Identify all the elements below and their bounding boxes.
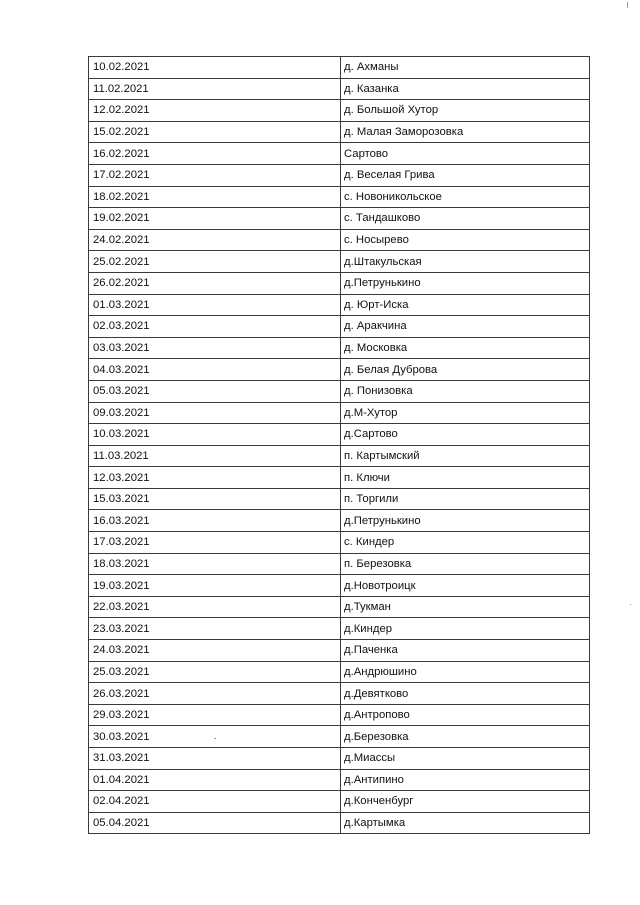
place-cell: д. Аракчина	[341, 316, 590, 338]
table-row	[89, 748, 590, 770]
place-cell: Сартово	[341, 143, 590, 165]
place-cell: д.Паченка	[341, 640, 590, 662]
table-row	[89, 272, 590, 294]
place-cell: п. Ключи	[341, 467, 590, 489]
date-cell: 31.03.2021	[89, 748, 341, 770]
date-cell: 30.03.2021	[89, 726, 341, 748]
table-row	[89, 488, 590, 510]
place-cell: с. Тандашково	[341, 208, 590, 230]
table-row	[89, 769, 590, 791]
date-cell: 11.03.2021	[89, 445, 341, 467]
table-row	[89, 78, 590, 100]
place-cell: д. Юрт-Иска	[341, 294, 590, 316]
place-cell: д.Березовка	[341, 726, 590, 748]
table-row	[89, 402, 590, 424]
date-cell: 26.03.2021	[89, 683, 341, 705]
place-cell: с. Киндер	[341, 532, 590, 554]
table-row	[89, 294, 590, 316]
table-row	[89, 791, 590, 813]
place-cell: д. Московка	[341, 337, 590, 359]
date-cell: 16.03.2021	[89, 510, 341, 532]
place-cell: д.Антропово	[341, 704, 590, 726]
date-cell: 02.03.2021	[89, 316, 341, 338]
table-row	[89, 316, 590, 338]
place-cell: д. Белая Дуброва	[341, 359, 590, 381]
date-cell: 18.03.2021	[89, 553, 341, 575]
table-row	[89, 424, 590, 446]
place-cell: п. Торгили	[341, 488, 590, 510]
date-cell: 01.04.2021	[89, 769, 341, 791]
place-cell: д.Картымка	[341, 812, 590, 834]
date-cell: 24.03.2021	[89, 640, 341, 662]
place-cell: д.Петрунькино	[341, 272, 590, 294]
table-row	[89, 596, 590, 618]
date-cell: 03.03.2021	[89, 337, 341, 359]
table-row	[89, 251, 590, 273]
date-cell: 05.03.2021	[89, 380, 341, 402]
place-cell: д.Андрюшино	[341, 661, 590, 683]
date-cell: 05.04.2021	[89, 812, 341, 834]
scan-speck-right-edge	[630, 604, 631, 605]
table-row	[89, 553, 590, 575]
table-row	[89, 143, 590, 165]
place-cell: с. Носырево	[341, 229, 590, 251]
place-cell: д.Сартово	[341, 424, 590, 446]
table-row	[89, 164, 590, 186]
table-row	[89, 575, 590, 597]
place-cell: д.Петрунькино	[341, 510, 590, 532]
date-cell: 19.02.2021	[89, 208, 341, 230]
date-cell: 18.02.2021	[89, 186, 341, 208]
place-cell: д.Тукман	[341, 596, 590, 618]
place-cell: д. Малая Заморозовка	[341, 121, 590, 143]
table-row	[89, 640, 590, 662]
table-row	[89, 208, 590, 230]
place-cell: с. Новоникольское	[341, 186, 590, 208]
date-cell: 22.03.2021	[89, 596, 341, 618]
place-cell: д.Конченбург	[341, 791, 590, 813]
place-cell: д. Ахманы	[341, 57, 590, 79]
table-row	[89, 726, 590, 748]
date-cell: 29.03.2021	[89, 704, 341, 726]
place-cell: п. Березовка	[341, 553, 590, 575]
table-row	[89, 380, 590, 402]
date-cell: 02.04.2021	[89, 791, 341, 813]
date-cell: 10.02.2021	[89, 57, 341, 79]
date-cell: 04.03.2021	[89, 359, 341, 381]
table-row	[89, 229, 590, 251]
date-cell: 11.02.2021	[89, 78, 341, 100]
place-cell: д.М-Хутор	[341, 402, 590, 424]
date-cell: 12.02.2021	[89, 100, 341, 122]
table-row	[89, 445, 590, 467]
date-cell: 01.03.2021	[89, 294, 341, 316]
table-row	[89, 704, 590, 726]
date-cell: 25.02.2021	[89, 251, 341, 273]
date-cell: 25.03.2021	[89, 661, 341, 683]
date-cell: 12.03.2021	[89, 467, 341, 489]
place-cell: д.Миассы	[341, 748, 590, 770]
table-row	[89, 683, 590, 705]
place-cell: д.Штакульская	[341, 251, 590, 273]
table-row	[89, 467, 590, 489]
date-cell: 16.02.2021	[89, 143, 341, 165]
place-cell: д. Веселая Грива	[341, 164, 590, 186]
table-row	[89, 186, 590, 208]
table-row	[89, 812, 590, 834]
schedule-table-body	[89, 57, 590, 834]
table-row	[89, 510, 590, 532]
place-cell: д.Антипино	[341, 769, 590, 791]
date-cell: 10.03.2021	[89, 424, 341, 446]
date-cell: 24.02.2021	[89, 229, 341, 251]
place-cell: д. Казанка	[341, 78, 590, 100]
scan-speck-top-right	[627, 2, 628, 8]
date-cell: 17.02.2021	[89, 164, 341, 186]
date-cell: 26.02.2021	[89, 272, 341, 294]
date-cell: 19.03.2021	[89, 575, 341, 597]
schedule-table	[88, 56, 590, 834]
place-cell: п. Картымский	[341, 445, 590, 467]
place-cell: д.Киндер	[341, 618, 590, 640]
date-cell: 17.03.2021	[89, 532, 341, 554]
date-cell: 23.03.2021	[89, 618, 341, 640]
table-row	[89, 100, 590, 122]
place-cell: д. Большой Хутор	[341, 100, 590, 122]
date-cell: 09.03.2021	[89, 402, 341, 424]
place-cell: д.Новотроицк	[341, 575, 590, 597]
table-row	[89, 618, 590, 640]
date-cell: 15.03.2021	[89, 488, 341, 510]
table-row	[89, 337, 590, 359]
table-row	[89, 661, 590, 683]
place-cell: д. Понизовка	[341, 380, 590, 402]
place-cell: д.Девятково	[341, 683, 590, 705]
table-row	[89, 57, 590, 79]
table-row	[89, 121, 590, 143]
table-row	[89, 359, 590, 381]
date-cell: 15.02.2021	[89, 121, 341, 143]
table-row	[89, 532, 590, 554]
